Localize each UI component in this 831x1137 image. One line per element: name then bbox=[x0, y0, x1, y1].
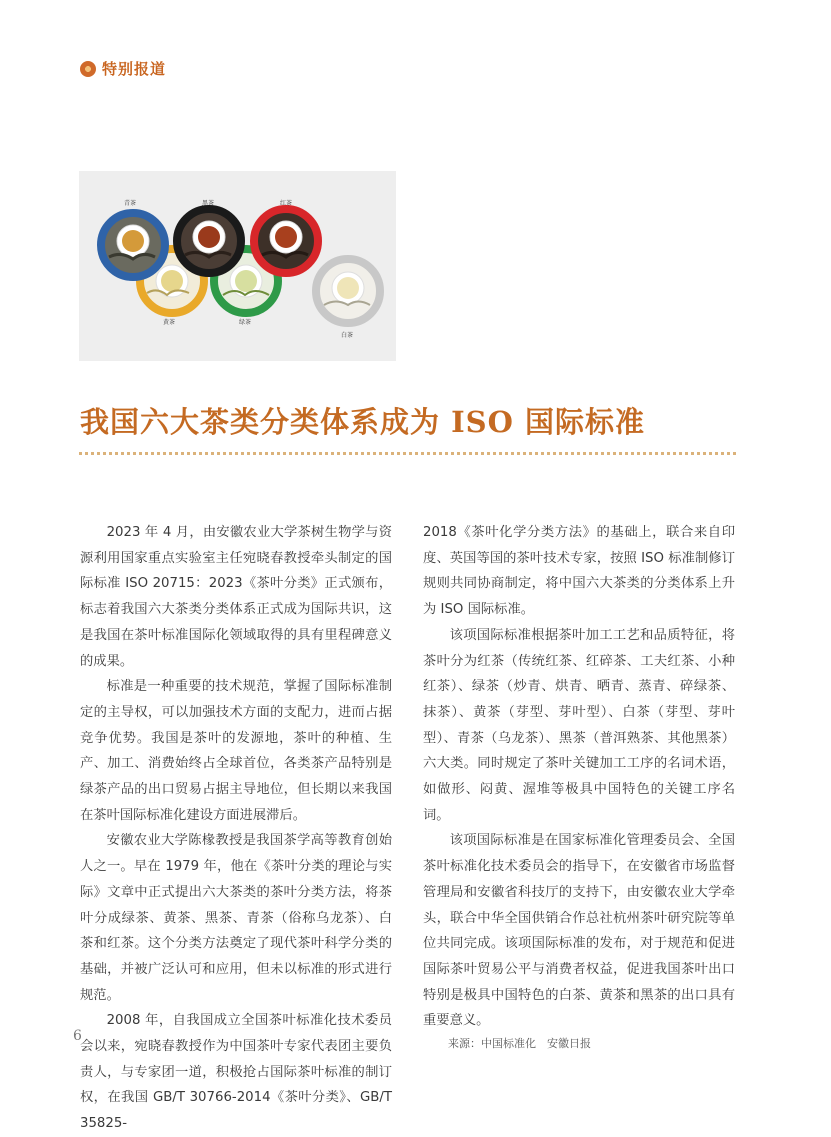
tea-rings-image bbox=[79, 171, 396, 361]
paragraph: 2008 年，自我国成立全国茶叶标准化技术委员会以来，宛晓春教授作为中国茶叶专家代表团主要负责人，与专家团一道，积极抢占国际茶叶标准的制订权，在我国 GB/T 30766-2014《茶叶分类》、GB/T 35825- bbox=[80, 1013, 392, 1132]
page-number: 6 bbox=[73, 1028, 82, 1044]
label-yellow-tea: 黄茶 bbox=[162, 319, 176, 326]
paragraph: 标准是一种重要的技术规范，掌握了国际标准制定的主导权，可以加强技术方面的支配力，进而占据竞争优势。我国是茶叶的发源地，茶叶的种植、生产、加工、消费始终占全球首位，各类茶产品特别是绿茶产品的出口贸易占据主导地位，但长期以来我国在茶叶国际标准化建设方面进展滞后。 bbox=[80, 679, 392, 823]
label-green-tea: 青茶 bbox=[123, 200, 137, 207]
white-tea-ring bbox=[316, 259, 380, 323]
right-column bbox=[423, 520, 735, 1052]
section-tag bbox=[80, 58, 166, 79]
article-title: 我国六大茶类分类体系成为 ISO 国际标准 bbox=[80, 405, 645, 439]
label-dark-tea: 黑茶 bbox=[201, 200, 215, 207]
paragraph: 该项国际标准是在国家标准化管理委员会、全国茶叶标准化技术委员会的指导下，在安徽省市场监督管理局和安徽省科技厅的支持下，由安徽农业大学牵头，联合中华全国供销合作总社杭州茶叶研究院等单位共同完成。该项国际标准的发布，对于规范和促进国际茶叶贸易公平与消费者权益，促进我国茶叶出口特别是极具中国特色的白茶、黄茶和黑茶的出口具有重要意义。 bbox=[423, 833, 735, 1029]
paragraph-continuation: 2018《茶叶化学分类方法》的基础上，联合来自印度、英国等国的茶叶技术专家，按照 ISO 标准制修订规则共同协商制定，将中国六大茶类的分类体系上升为 ISO 国际标准。 bbox=[423, 525, 735, 618]
label-white-tea: 白茶 bbox=[340, 332, 354, 339]
green-tea-ring bbox=[101, 213, 165, 277]
left-column bbox=[80, 520, 392, 1137]
dark-tea-ring bbox=[177, 209, 241, 273]
label-green: 绿茶 bbox=[238, 319, 252, 326]
title-divider bbox=[79, 452, 736, 455]
label-red-tea: 红茶 bbox=[279, 200, 293, 207]
paragraph: 安徽农业大学陈椽教授是我国茶学高等教育创始人之一。早在 1979 年，他在《茶叶分类的理论与实际》文章中正式提出六大茶类的茶叶分类方法，将茶叶分成绿茶、黄茶、黑茶、青茶（俗称乌龙茶）、白茶和红茶。这个分类方法奠定了现代茶叶科学分类的基础，并被广泛认可和应用，但未以标准的形式进行规范。 bbox=[80, 833, 392, 1003]
paragraph: 该项国际标准根据茶叶加工工艺和品质特征，将茶叶分为红茶（传统红茶、红碎茶、工夫红茶、小种红茶）、绿茶（炒青、烘青、晒青、蒸青、碎绿茶、抹茶）、黄茶（芽型、芽叶型）、白茶（芽型、芽叶型）、青茶（乌龙茶）、黑茶（普洱熟茶、其他黑茶）六大类。同时规定了茶叶关键加工工序的名词术语，如做形、闷黄、渥堆等极具中国特色的关键工序名词。 bbox=[423, 627, 735, 823]
section-label: 特别报道 bbox=[102, 60, 167, 78]
section-emblem-icon bbox=[80, 61, 96, 77]
paragraph: 2023 年 4 月，由安徽农业大学茶树生物学与资源利用国家重点实验室主任宛晓春教授牵头制定的国际标准 ISO 20715：2023《茶叶分类》正式颁布，标志着我国六大茶类分类体系正式成为国际共识，这是我国在茶叶标准国际化领域取得的具有里程碑意义的成果。 bbox=[80, 525, 392, 669]
red-tea-ring bbox=[254, 209, 318, 273]
source-credit: 来源：中国标准化 安徽日报 bbox=[448, 1037, 591, 1051]
